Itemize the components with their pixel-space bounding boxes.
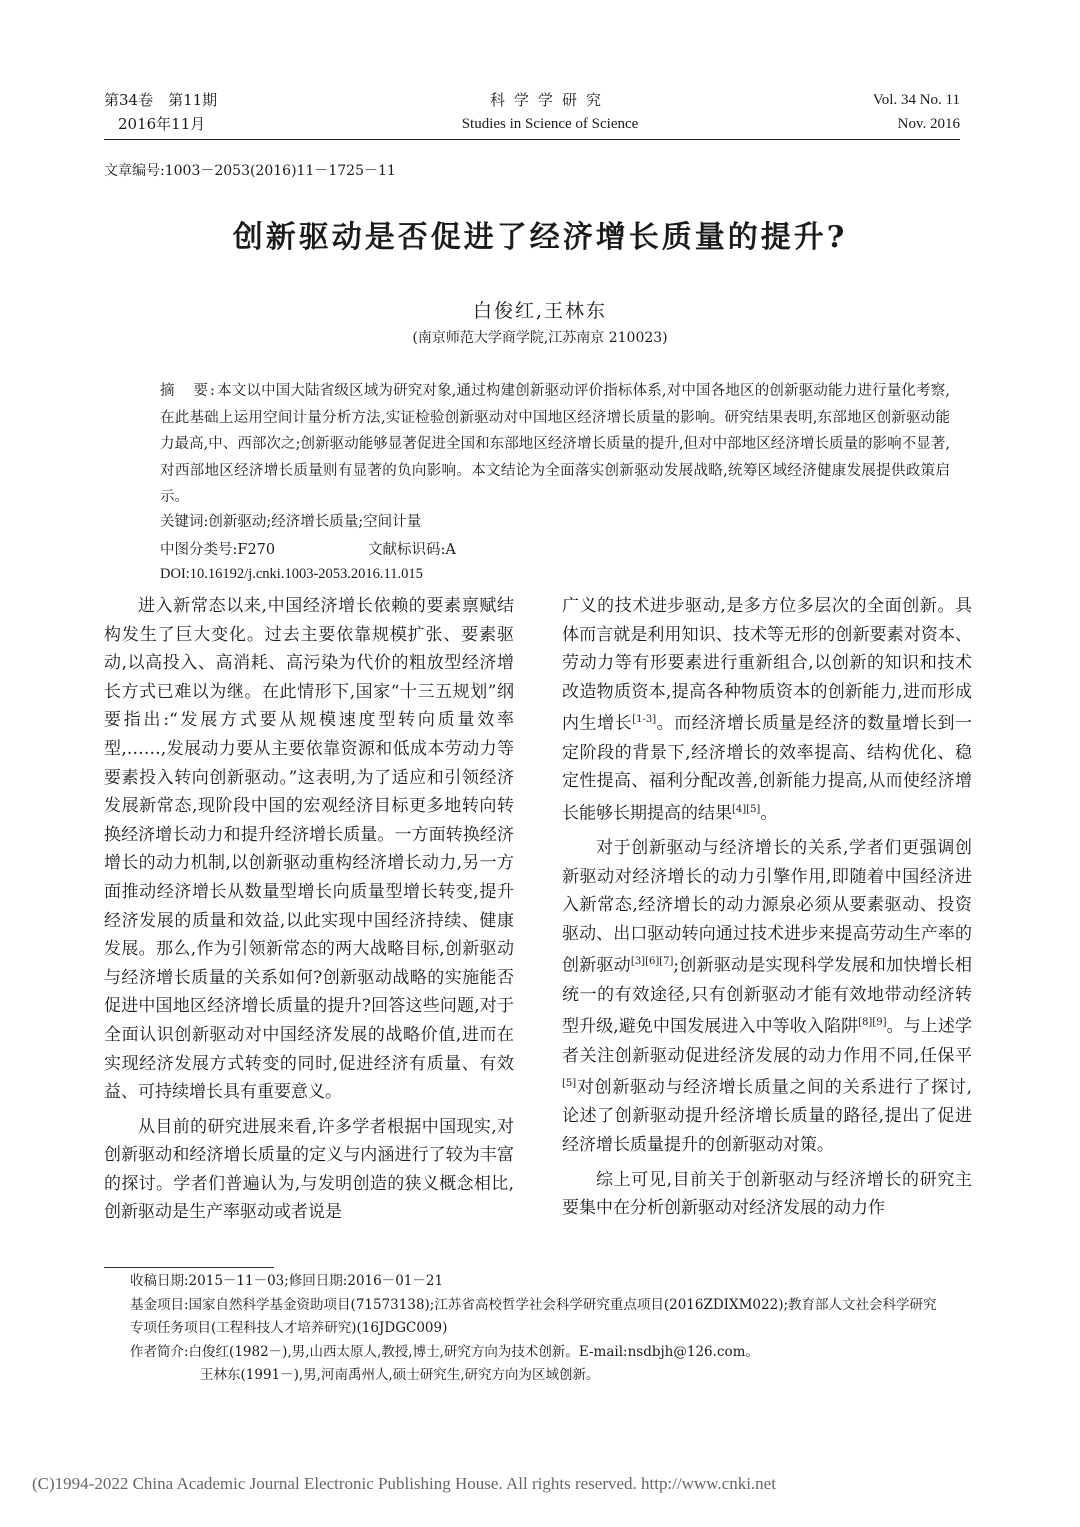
body-column-left: [104, 592, 514, 1227]
body-paragraph: 进入新常态以来,中国经济增长依赖的要素禀赋结构发生了巨大变化。过去主要依靠规模扩张、要素驱动,以高投入、高消耗、高污染为代价的粗放型经济增长方式已难以为继。在此情形下,国家“十三五规划”纲要指出:“发展方式要从规模速度型转向质量效率型,……,发展动力要从主要依靠资源和低成本劳动力等要素投入转向创新驱动。”这表明,为了适应和引领经济发展新常态,现阶段中国的宏观经济目标更多地转向转换经济增长动力和提升经济增长质量。一方面转换经济增长的动力机制,以创新驱动重构经济增长动力,另一方面推动经济增长从数量型增长向质量型增长转变,提升经济发展的质量和效益,以此实现中国经济持续、健康发展。那么,作为引领新常态的两大战略目标,创新驱动与经济增长质量的关系如何?创新驱动战略的实施能否促进中国地区经济增长质量的提升?回答这些问题,对于全面认识创新驱动对中国经济发展的战略价值,进而在实现经济发展方式转变的同时,促进经济有质量、有效益、可持续增长具有重要意义。: [104, 596, 514, 1103]
vol-no-en: Vol. 34 No. 11: [872, 92, 960, 108]
citation: [1-3]: [632, 714, 657, 726]
affiliation: (南京师范大学商学院,江苏南京 210023): [412, 330, 668, 346]
author-bio: 王林东(1991－),男,河南禹州人,硕士研究生,研究方向为区域创新。: [200, 1367, 600, 1383]
body-paragraph: [562, 834, 972, 1160]
authors: 白俊红,王林东: [472, 300, 608, 322]
citation: [3][6][7]: [630, 956, 674, 968]
citation: [5]: [562, 1078, 577, 1090]
text-run: 对于创新驱动与经济增长的关系,学者们更强调创新驱动对经济增长的动力引擎作用,即随着中国经济进入新常态,经济增长的动力源泉必须从要素驱动、投资驱动、出口驱动转向通过技术进步来提高劳动生产率的创新驱动: [562, 838, 972, 977]
paper-title: 创新驱动是否促进了经济增长质量的提升?: [232, 220, 848, 255]
keywords: 关键词:创新驱动;经济增长质量;空间计量: [160, 514, 422, 530]
abstract: [160, 378, 950, 511]
text-run: 广义的技术进步驱动,是多方位多层次的全面创新。具体而言就是利用知识、技术等无形的创新要素对资本、劳动力等有形要素进行重新组合,以创新的知识和技术改造物质资本,提高各种物质资本的创新能力,进而形成内生增长: [562, 596, 972, 735]
received-date: 收稿日期:2015－11－03;修回日期:2016－01－21: [130, 1273, 444, 1289]
clc-number: 中图分类号:F270: [160, 542, 276, 558]
footnote-rule: [104, 1267, 274, 1268]
abstract-label: 摘 要:: [160, 383, 217, 399]
running-header-vol-en: [873, 88, 960, 136]
abstract-text: 本文以中国大陆省级区域为研究对象,通过构建创新驱动评价指标体系,对中国各地区的创新驱动能力进行量化考察,在此基础上运用空间计量分析方法,实证检验创新驱动对中国地区经济增长质量的影响。研究结果表明,东部地区创新驱动能力最高,中、西部次之;创新驱动能够显著促进全国和东部地区经济增长质量的提升,但对中部地区经济增长质量的影响不显著,对西部地区经济增长质量则有显著的负向影响。本文结论为全面落实创新驱动发展战略,统筹区域经济健康发展提供政策启示。: [160, 383, 951, 505]
header-rule: [104, 139, 960, 140]
article-number: 文章编号:1003－2053(2016)11－1725－11: [104, 163, 396, 179]
date-en: Nov. 2016: [897, 116, 960, 132]
doi: DOI:10.16192/j.cnki.1003-2053.2016.11.015: [160, 566, 423, 582]
body-paragraph: 综上可见,目前关于创新驱动与经济增长的研究主要集中在分析创新驱动对经济发展的动力作: [562, 1169, 972, 1219]
citation: [4][5]: [732, 803, 761, 815]
text-run: 。与上述学者关注创新驱动促进经济发展的动力作用不同,任保平: [562, 1016, 973, 1066]
author-bio: 作者简介:白俊红(1982－),男,山西太原人,教授,博士,研究方向为技术创新。E-mail:nsdbjh@126.com。: [130, 1343, 759, 1360]
fund-info-cont: 专项任务项目(工程科技人才培养研究)(16JDGC009): [130, 1320, 448, 1336]
footnotes: [130, 1270, 986, 1388]
issue-date: 2016年11月: [118, 115, 206, 133]
running-header-volume: [104, 88, 217, 136]
volume-issue: 第34卷 第11期: [104, 91, 218, 109]
running-header-journal: [380, 88, 720, 136]
body-paragraph: [562, 592, 972, 828]
fund-info: 基金项目:国家自然科学基金资助项目(71573138);江苏省高校哲学社会科学研究重点项目(2016ZDIXM022);教育部人文社会科学研究: [130, 1296, 937, 1313]
body-column-right: [562, 592, 972, 1223]
text-run: 。: [760, 803, 778, 824]
cnki-watermark: (C)1994-2022 China Academic Journal Electronic Publishing House. All rights reserved. http://www.cnki.net: [32, 1474, 776, 1493]
text-run: 。而经济增长质量是经济的数量增长到一定阶段的背景下,经济增长的效率提高、结构优化、稳定性提高、福利分配改善,创新能力提高,从而使经济增长能够长期提高的结果: [562, 714, 973, 824]
journal-name-en: Studies in Science of Science: [461, 116, 639, 132]
text-run: 对创新驱动与经济增长质量之间的关系进行了探讨,论述了创新驱动提升经济增长质量的路径,提出了促进经济增长质量提升的创新驱动对策。: [562, 1077, 972, 1155]
body-paragraph: 从目前的研究进展来看,许多学者根据中国现实,对创新驱动和经济增长质量的定义与内涵进行了较为丰富的探讨。学者们普遍认为,与发明创造的狭义概念相比,创新驱动是生产率驱动或者说是: [104, 1116, 514, 1223]
journal-name-cn: 科学学研究: [489, 91, 610, 109]
text-run: ;创新驱动是实现科学发展和加快增长相统一的有效途径,只有创新驱动才能有效地带动经济转型升级,避免中国发展进入中等收入陷阱: [562, 956, 973, 1037]
document-code: 文献标识码:A: [368, 542, 456, 558]
citation: [8][9]: [858, 1017, 887, 1029]
